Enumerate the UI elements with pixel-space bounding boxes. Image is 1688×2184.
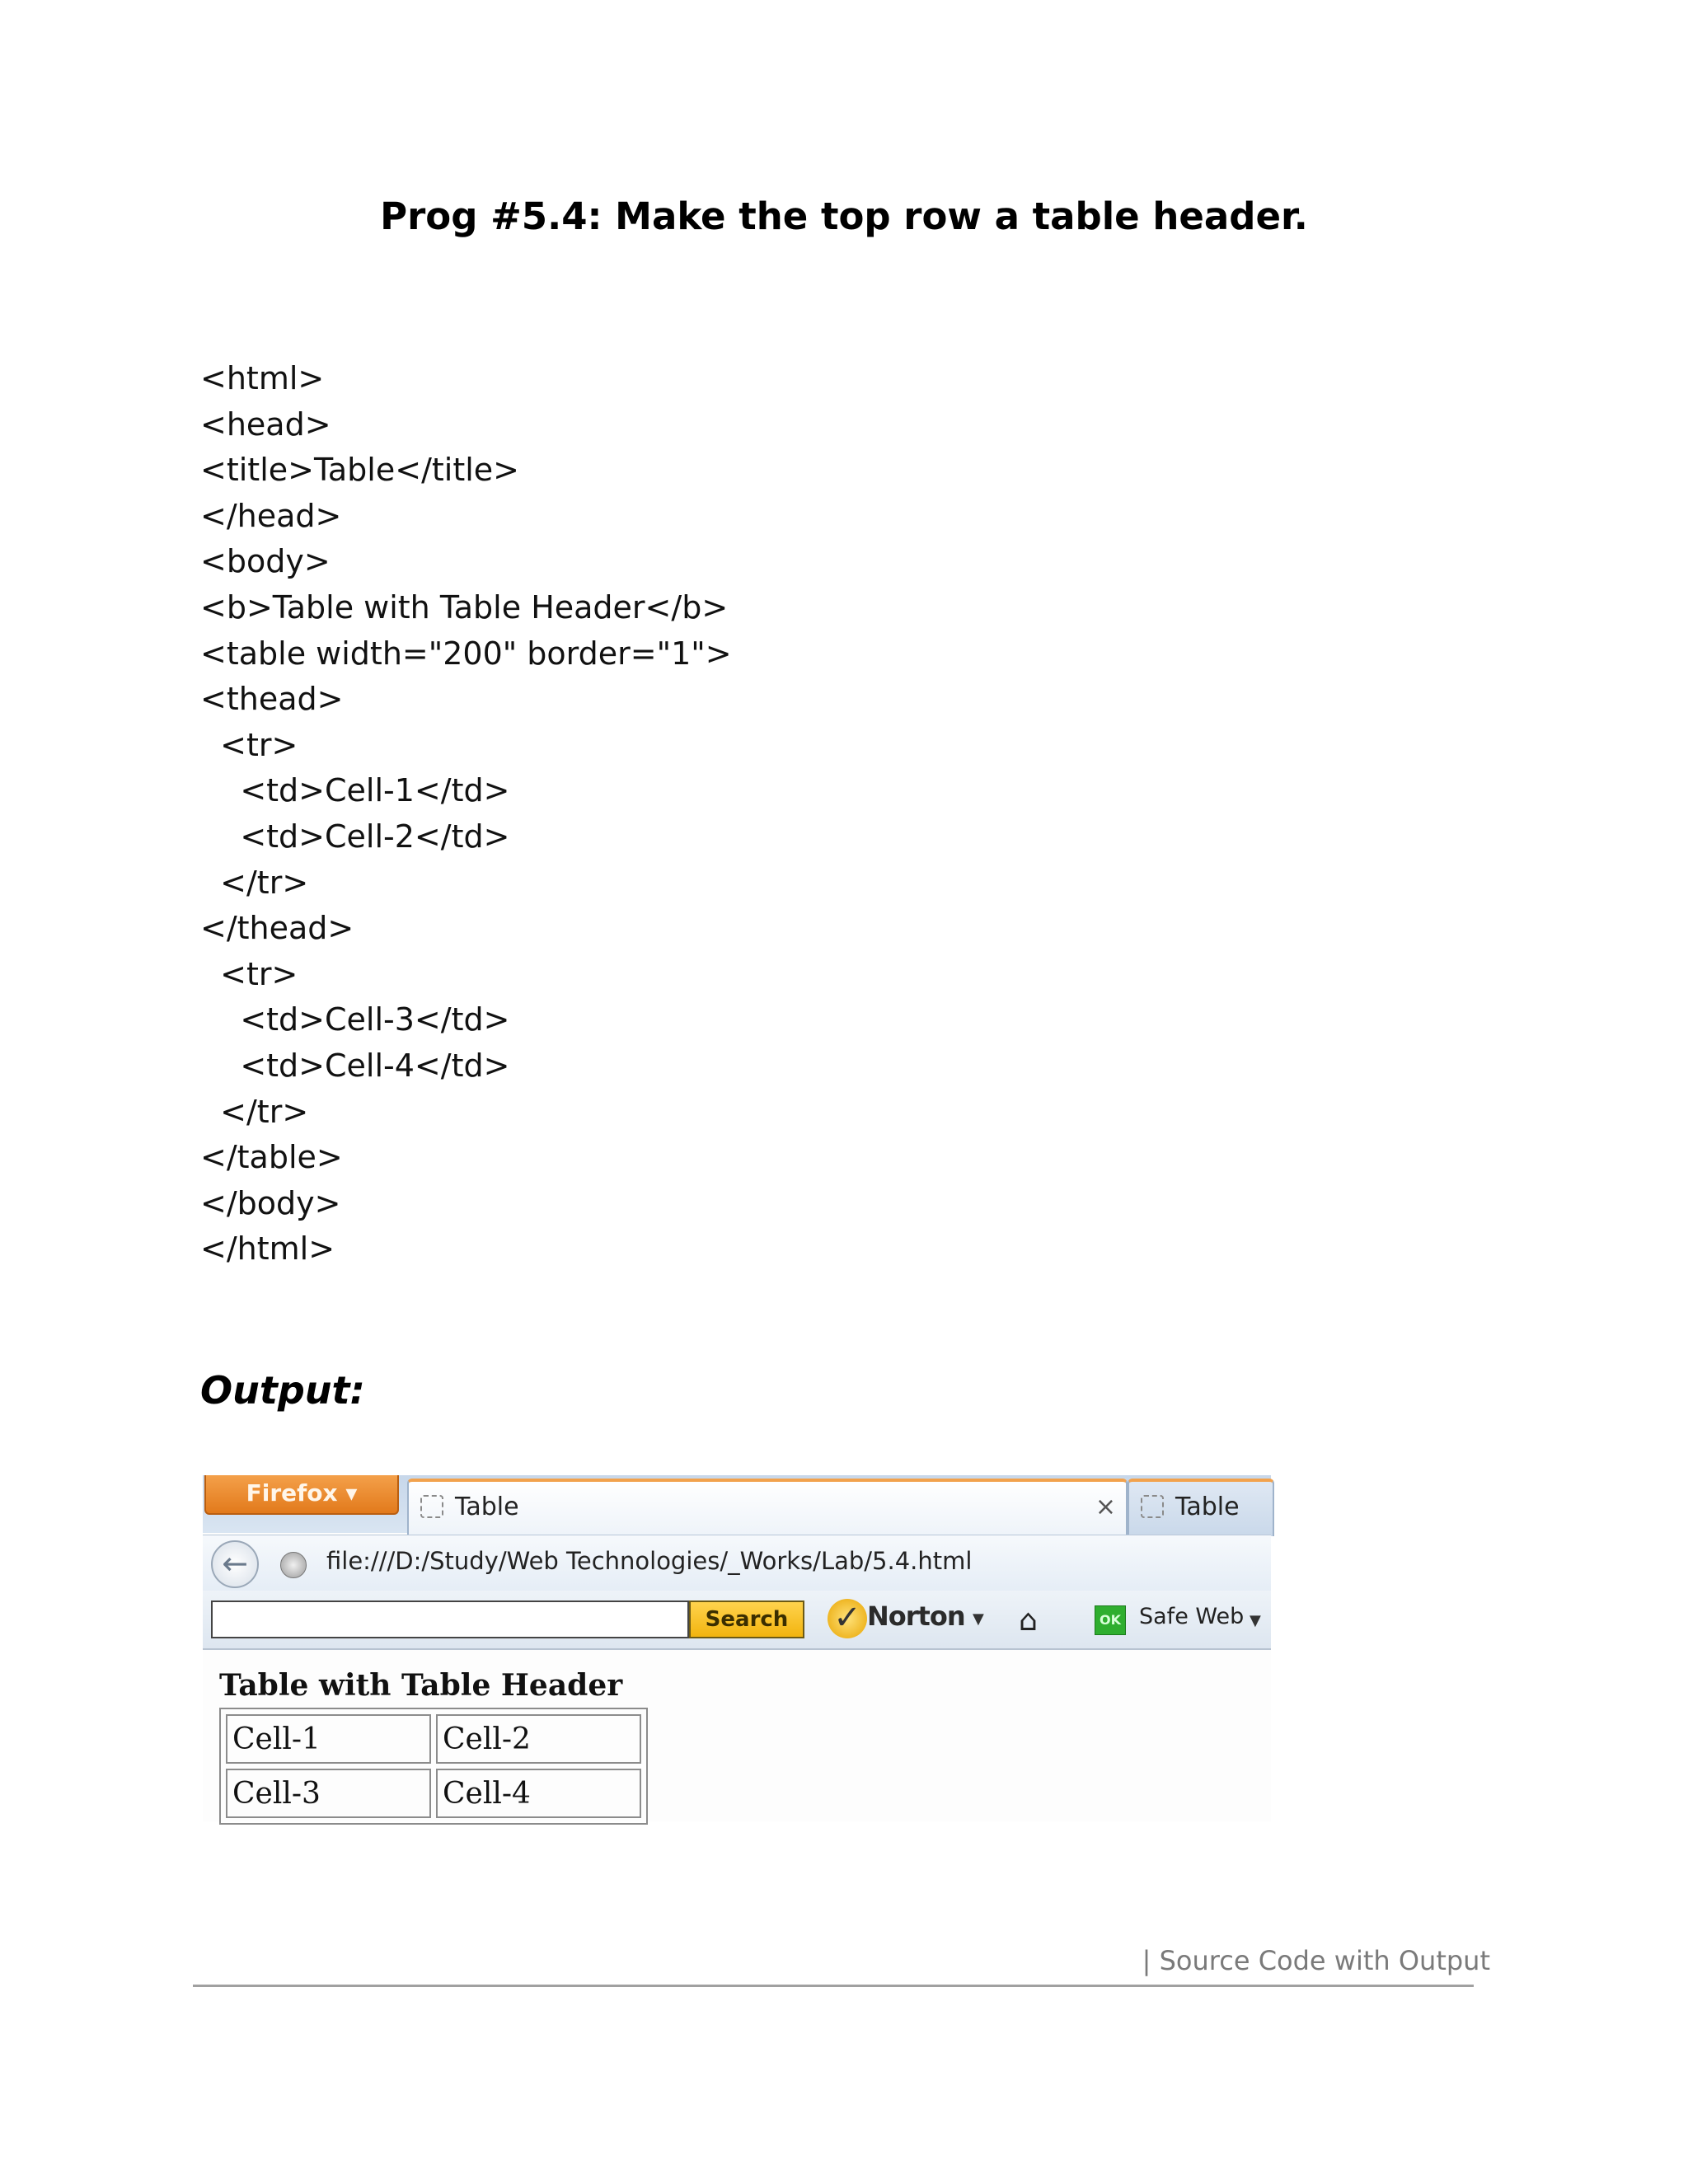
code-line: <table width="200" border="1"> [200, 635, 732, 672]
search-button[interactable]: Search [689, 1601, 804, 1638]
code-line: <tr> [200, 955, 298, 992]
tab-table-active[interactable] [407, 1479, 1128, 1536]
norton-button[interactable]: Norton [867, 1601, 965, 1632]
page-title: Prog #5.4: Make the top row a table header. [380, 194, 1308, 238]
page-icon [420, 1495, 443, 1518]
firefox-menu-button[interactable]: Firefox ▾ [204, 1475, 399, 1515]
globe-icon [280, 1552, 307, 1578]
code-line: </html> [200, 1230, 335, 1268]
search-toolbar [203, 1591, 1271, 1650]
code-line: <td>Cell-4</td> [200, 1047, 510, 1084]
chevron-down-icon[interactable]: ▼ [973, 1610, 984, 1628]
code-line: </thead> [200, 910, 354, 947]
code-line: <body> [200, 543, 331, 580]
rendered-heading: Table with Table Header [219, 1668, 623, 1703]
output-label: Output: [200, 1368, 365, 1413]
navigation-bar [203, 1535, 1271, 1591]
code-line: <td>Cell-2</td> [200, 818, 510, 855]
table-cell: Cell-2 [436, 1714, 641, 1764]
rendered-table [219, 1708, 648, 1825]
footer-divider [193, 1985, 1474, 1987]
ok-badge-icon: OK [1095, 1605, 1126, 1635]
code-line: <td>Cell-3</td> [200, 1001, 510, 1038]
table-row [226, 1714, 641, 1764]
code-line: </tr> [200, 1093, 309, 1130]
footer-text: | Source Code with Output [1142, 1945, 1490, 1976]
code-line: <tr> [200, 726, 298, 763]
code-line: <title>Table</title> [200, 452, 520, 489]
close-icon[interactable]: × [1095, 1493, 1116, 1521]
url-bar[interactable]: file:///D:/Study/Web Technologies/_Works/Lab/5.4.html [326, 1547, 973, 1575]
tab-label: Table [455, 1493, 519, 1521]
code-line: <b>Table with Table Header</b> [200, 588, 729, 626]
tab-table-inactive[interactable] [1128, 1479, 1274, 1536]
table-cell: Cell-3 [226, 1769, 431, 1818]
back-arrow-icon[interactable]: ← [211, 1540, 259, 1588]
page-icon [1141, 1495, 1164, 1518]
checkmark-icon: ✓ [828, 1599, 867, 1638]
code-line: </body> [200, 1184, 341, 1221]
code-line: <html> [200, 360, 325, 396]
chevron-down-icon[interactable]: ▼ [1250, 1612, 1261, 1629]
tab-bar [203, 1475, 1271, 1533]
source-code-block [200, 356, 732, 1272]
tab-label: Table [1175, 1493, 1240, 1521]
browser-screenshot [203, 1475, 1271, 1821]
code-line: <head> [200, 405, 331, 443]
table-cell: Cell-4 [436, 1769, 641, 1818]
table-cell: Cell-1 [226, 1714, 431, 1764]
code-line: </table> [200, 1139, 343, 1176]
code-line: <td>Cell-1</td> [200, 772, 510, 809]
search-input[interactable] [211, 1601, 689, 1638]
home-icon[interactable]: ⌂ [1019, 1604, 1038, 1638]
code-line: </tr> [200, 864, 309, 901]
table-row [226, 1769, 641, 1818]
code-line: </head> [200, 497, 342, 534]
safe-web-button[interactable]: Safe Web [1139, 1604, 1245, 1629]
code-line: <thead> [200, 681, 344, 718]
